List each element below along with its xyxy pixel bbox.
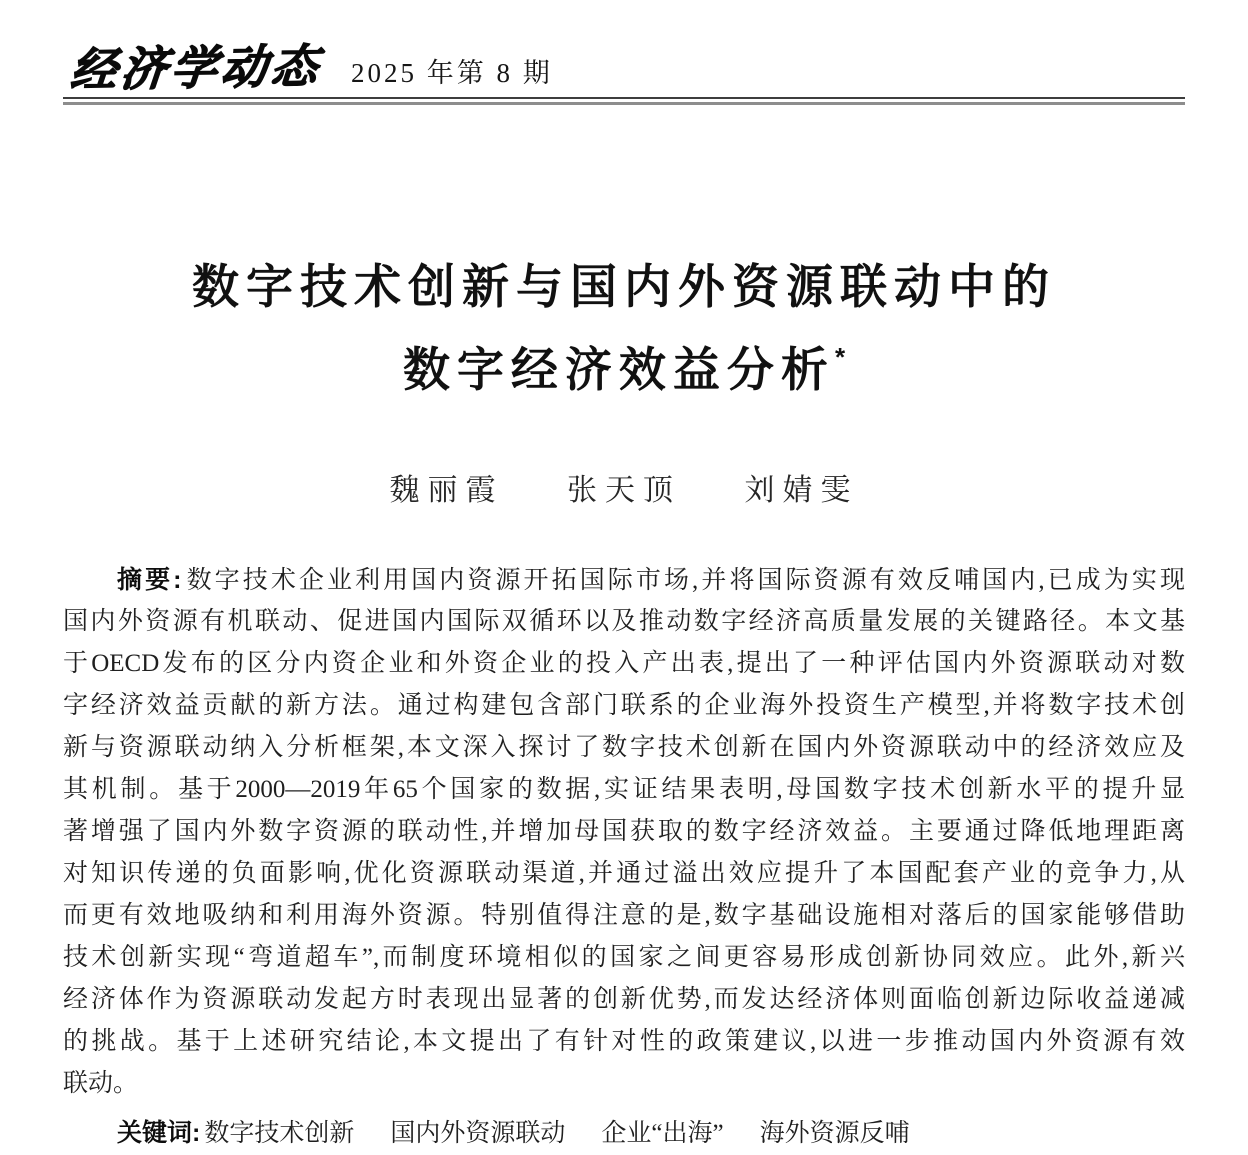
keywords-label: 关键词: [117,1119,201,1147]
abstract-line: 新与资源联动纳入分析框架,本文深入探讨了数字技术创新在国内外资源联动中的经济效应及 [63,734,1185,761]
abstract-line: 对知识传递的负面影响,优化资源联动渠道,并通过溢出效应提升了本国配套产业的竞争力,从 [63,860,1185,887]
abstract-line: 经济体作为资源联动发起方时表现出显著的创新优势,而发达经济体则面临创新边际收益递减 [63,986,1185,1013]
journal-logo: 经济学动态 [68,38,324,97]
keyword-item: 海外资源反哺 [759,1120,910,1147]
abstract-label: 摘要: [117,566,182,594]
journal-header [63,34,1185,97]
abstract-line [63,559,1185,601]
journal-issue-info: 2025 年第 8 期 [351,58,553,88]
authors-line [63,465,1185,507]
title-footnote-asterisk: * [834,342,846,372]
abstract-block [63,559,1185,1105]
author-name: 刘婧雯 [744,474,859,507]
article-title-line2-text: 数字经济效益分析 [402,343,835,396]
keywords-line [63,1112,1185,1155]
abstract-line: 技术创新实现“弯道超车”,而制度环境相似的国家之间更容易形成创新协同效应。此外,新兴 [63,944,1185,971]
abstract-line: 于OECD发布的区分内资企业和外资企业的投入产出表,提出了一种评估国内外资源联动对数 [63,650,1185,677]
abstract-line: 国内外资源有机联动、促进国内国际双循环以及推动数字经济高质量发展的关键路径。本文基 [63,608,1185,635]
abstract-line: 联动。 [63,1070,139,1097]
header-divider-bottom-line [63,102,1185,105]
article-title-line1: 数字技术创新与国内外资源联动中的 [192,260,1056,313]
author-name: 魏丽霞 [389,474,504,507]
abstract-line: 著增强了国内外数字资源的联动性,并增加母国获取的数字经济效益。主要通过降低地理距离 [63,818,1185,845]
abstract-line: 字经济效益贡献的新方法。通过构建包含部门联系的企业海外投资生产模型,并将数字技术创 [63,692,1185,719]
abstract-line: 其机制。基于2000—2019年65个国家的数据,实证结果表明,母国数字技术创新水平的提升显 [63,776,1185,803]
abstract-line: 而更有效地吸纳和利用海外资源。特别值得注意的是,数字基础设施相对落后的国家能够借助 [63,902,1185,929]
keyword-item: 数字技术创新 [204,1120,355,1147]
keyword-item: 企业“出海” [601,1120,724,1147]
article-title [63,251,1185,405]
author-name: 张天顶 [567,474,681,507]
article-title-line2 [63,322,1185,405]
abstract-line-text: 数字技术企业利用国内资源开拓国际市场,并将国际资源有效反哺国内,已成为实现 [183,567,1185,594]
keyword-item: 国内外资源联动 [390,1120,566,1147]
abstract-line: 的挑战。基于上述研究结论,本文提出了有针对性的政策建议,以进一步推动国内外资源有效 [63,1028,1185,1055]
header-divider [63,97,1185,105]
